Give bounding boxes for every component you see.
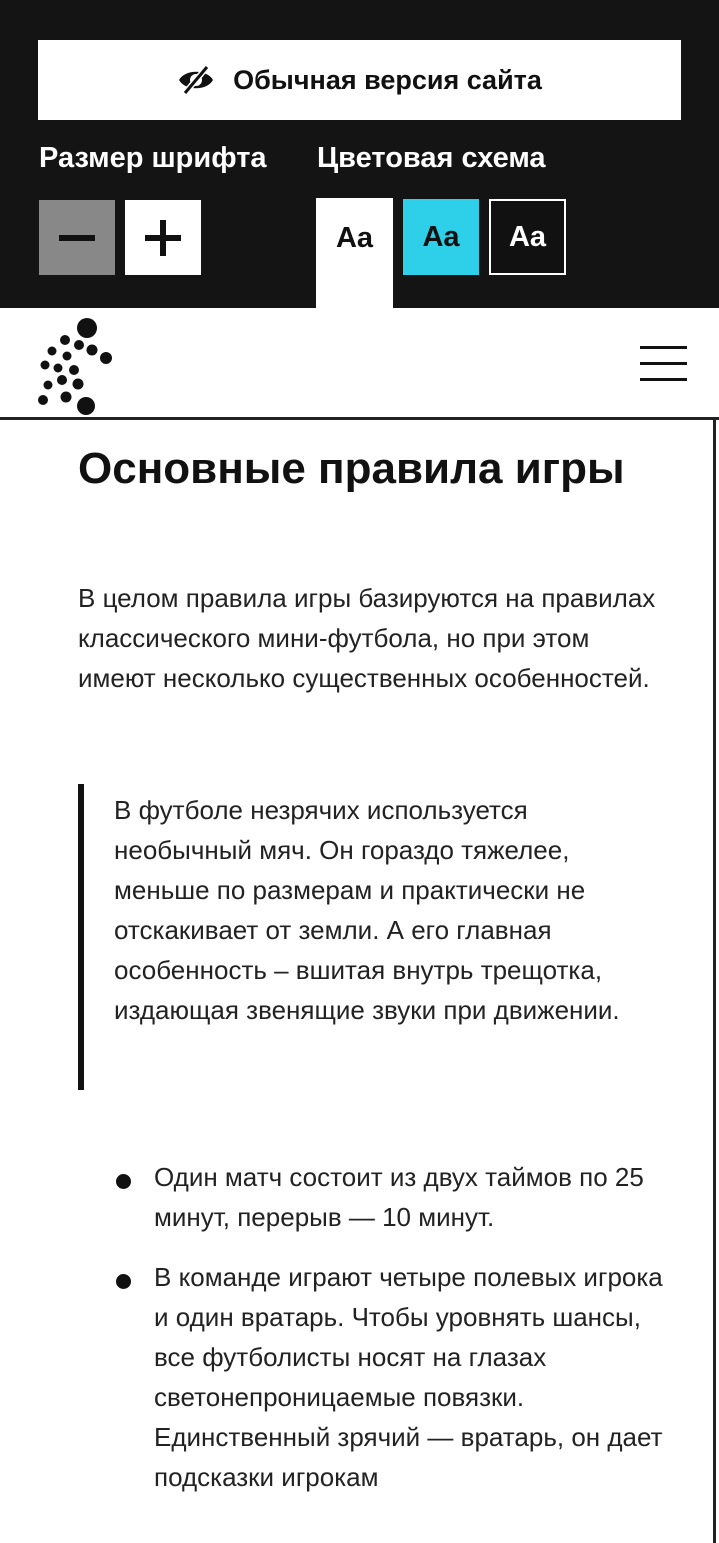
list-item <box>78 1157 678 1237</box>
bullet-icon <box>116 1274 131 1289</box>
color-scheme-cyan-button[interactable] <box>403 199 479 275</box>
quote-text: В футболе незрячих используется необычный мяч. Он гораздо тяжелее, меньше по размерам и практически не отскакивает от земли. А его главная особенность – вшитая внутрь трещотка, издающая звенящие звуки при движении. <box>114 795 620 1025</box>
scheme-label: Aa <box>508 220 547 253</box>
plus-icon <box>144 219 182 257</box>
eye-off-icon <box>177 65 215 95</box>
article-content <box>0 420 716 1543</box>
site-header <box>0 308 719 420</box>
font-decrease-button[interactable] <box>39 200 115 275</box>
scheme-label: Aa <box>335 221 374 254</box>
font-size-label: Размер шрифта <box>39 142 267 174</box>
bullet-icon <box>116 1174 131 1189</box>
list-item-text: В команде играют четыре полевых игрока и один вратарь. Чтобы уровнять шансы, все футболисты носят на глазах светонепроницаемые повязки. Единственный зрячий — вратарь, он дает подсказки игрокам <box>154 1262 663 1492</box>
color-scheme-black-button[interactable] <box>489 199 566 275</box>
font-increase-button[interactable] <box>125 200 201 275</box>
minus-icon <box>58 219 96 257</box>
color-scheme-label: Цветовая схема <box>317 142 546 174</box>
accessibility-panel <box>0 0 719 308</box>
page-title: Основные правила игры <box>78 444 625 493</box>
scheme-label: Aa <box>422 220 460 253</box>
color-scheme-white-button[interactable] <box>316 198 393 308</box>
normal-version-label: Обычная версия сайта <box>233 64 542 95</box>
dots-logo-icon[interactable] <box>34 318 118 416</box>
list-item <box>78 1257 678 1497</box>
rules-list <box>78 1157 678 1517</box>
quote-block <box>78 784 638 1090</box>
list-item-text: Один матч состоит из двух таймов по 25 минут, перерыв — 10 минут. <box>154 1162 644 1232</box>
hamburger-icon[interactable] <box>640 346 687 384</box>
intro-paragraph: В целом правила игры базируются на правилах классического мини-футбола, но при этом имеют несколько существенных особенностей. <box>78 583 656 693</box>
normal-version-button[interactable] <box>38 40 681 120</box>
